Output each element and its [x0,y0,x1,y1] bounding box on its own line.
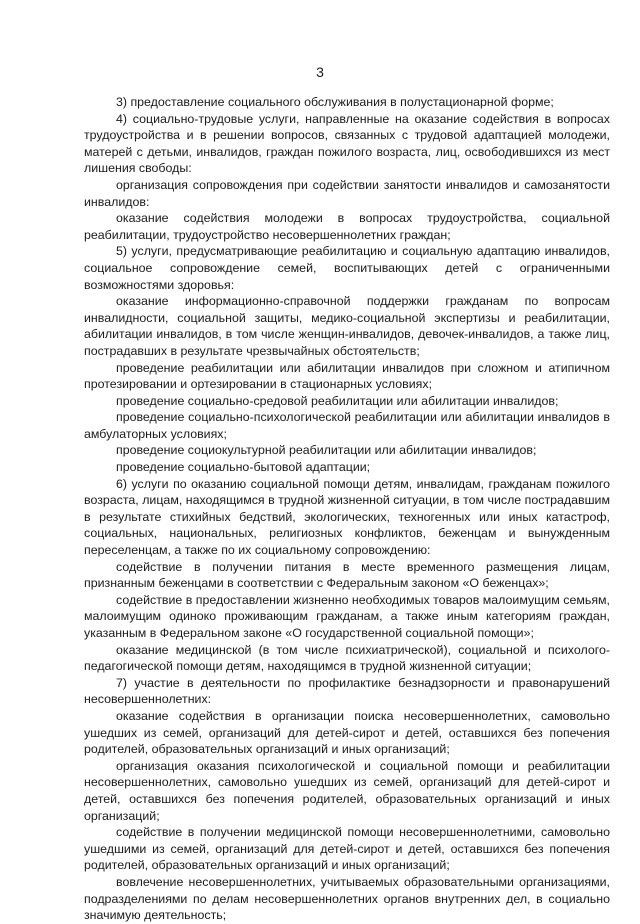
paragraph-refugee-food: содействие в получении питания в месте временного размещения лицам, признанным беженцами в соответствии с Федеральным законом «О беженцах»; [84,559,610,591]
paragraph-household-adaptation: проведение социально-бытовой адаптации; [116,460,371,475]
paragraph-prosthetics-rehab: проведение реабилитации или абилитации инвалидов при сложном и атипичном протезировании и ортезировании в стационарных условиях; [84,360,610,392]
paragraph-psychological-rehab: проведение социально-психологической реабилитации или абилитации инвалидов в амбулаторных условиях; [84,410,610,441]
paragraph-psych-social-help-minors: организация оказания психологической и социальной помощи и реабилитации несовершеннолетних, самовольно ушедших из семей, организаций для детей-сирот и детей, оставшихся без попечения родителей, образовательных организаций и иных организаций; [84,758,610,823]
paragraph-item-7: 7) участие в деятельности по профилактике безнадзорности и правонарушений несовершеннолетних: [84,675,610,707]
document-body [84,94,610,924]
paragraph-sociocultural-rehab: проведение социокультурной реабилитации или абилитации инвалидов; [116,443,537,458]
paragraph-item-5: 5) услуги, предусматривающие реабилитацию и социальную адаптацию инвалидов, социальное сопровождение семей, воспитывающих детей с ограниченными возможностями здоровья: [84,244,610,292]
paragraph-child-medical-help: оказание медицинской (в том числе психиатрической), социальной и психолого-педагогической помощи детям, находящимся в трудной жизненной ситуации; [84,642,610,674]
paragraph-item-6: 6) услуги по оказанию социальной помощи детям, инвалидам, гражданам пожилого возраста, лицам, находящимся в трудной жизненной ситуации, в том числе пострадавшим в результате стихийных бедствий, экологических, техногенных или иных катастроф, социальных, национальных, религиозных конфликтов, беженцам и вынужденным переселенцам, а также по их социальному сопровождению: [84,476,610,558]
page-number: 3 [316,64,324,80]
paragraph-medical-help-minors: содействие в получении медицинской помощи несовершеннолетними, самовольно ушедшими из семей, организаций для детей-сирот и детей, оставшихся без попечения родителей, образовательных организаций и иных организаций; [84,825,610,873]
paragraph-social-environment-rehab: проведение социально-средовой реабилитации или абилитации инвалидов; [116,393,559,408]
paragraph-info-support: оказание информационно-справочной поддержки гражданам по вопросам инвалидности, социальной защиты, медико-социальной экспертизы и реабилитации, абилитации инвалидов, в том числе женщин-инвалидов, девочек-инвалидов, а также лиц, пострадавших в результате чрезвычайных обстоятельств; [84,294,610,358]
paragraph-item-4: 4) социально-трудовые услуги, направленные на оказание содействия в вопросах трудоустройства и в решении вопросов, связанных с трудовой адаптацией молодежи, матерей с детьми, инвалидов, граждан пожилого возраста, лиц, освободившихся из мест лишения свободы: [84,111,610,176]
paragraph-involvement-minors: вовлечение несовершеннолетних, учитываемых образовательными организациями, подразделениями по делам несовершеннолетних органов внутренних дел, в социально значимую деятельность; [84,874,610,923]
paragraph-search-minors: оказание содействия в организации поиска несовершеннолетних, самовольно ушедших из семей, организаций для детей-сирот и детей, оставшихся без попечения родителей, образовательных организаций и иных организаций; [84,708,610,757]
paragraph-essential-goods: содействие в предоставлении жизненно необходимых товаров малоимущим семьям, малоимущим одиноко проживающим гражданам, а также иным категориям граждан, указанным в Федеральном законе «О государственной социальной помощи»; [84,592,610,640]
paragraph-employment-support: организация сопровождения при содействии занятости инвалидов и самозанятости инвалидов: [84,177,610,209]
paragraph-item-3: 3) предоставление социального обслуживания в полустационарной форме; [116,95,554,109]
paragraph-youth-employment: оказание содействия молодежи в вопросах трудоустройства, социальной реабилитации, трудоустройство несовершеннолетних граждан; [84,211,610,242]
